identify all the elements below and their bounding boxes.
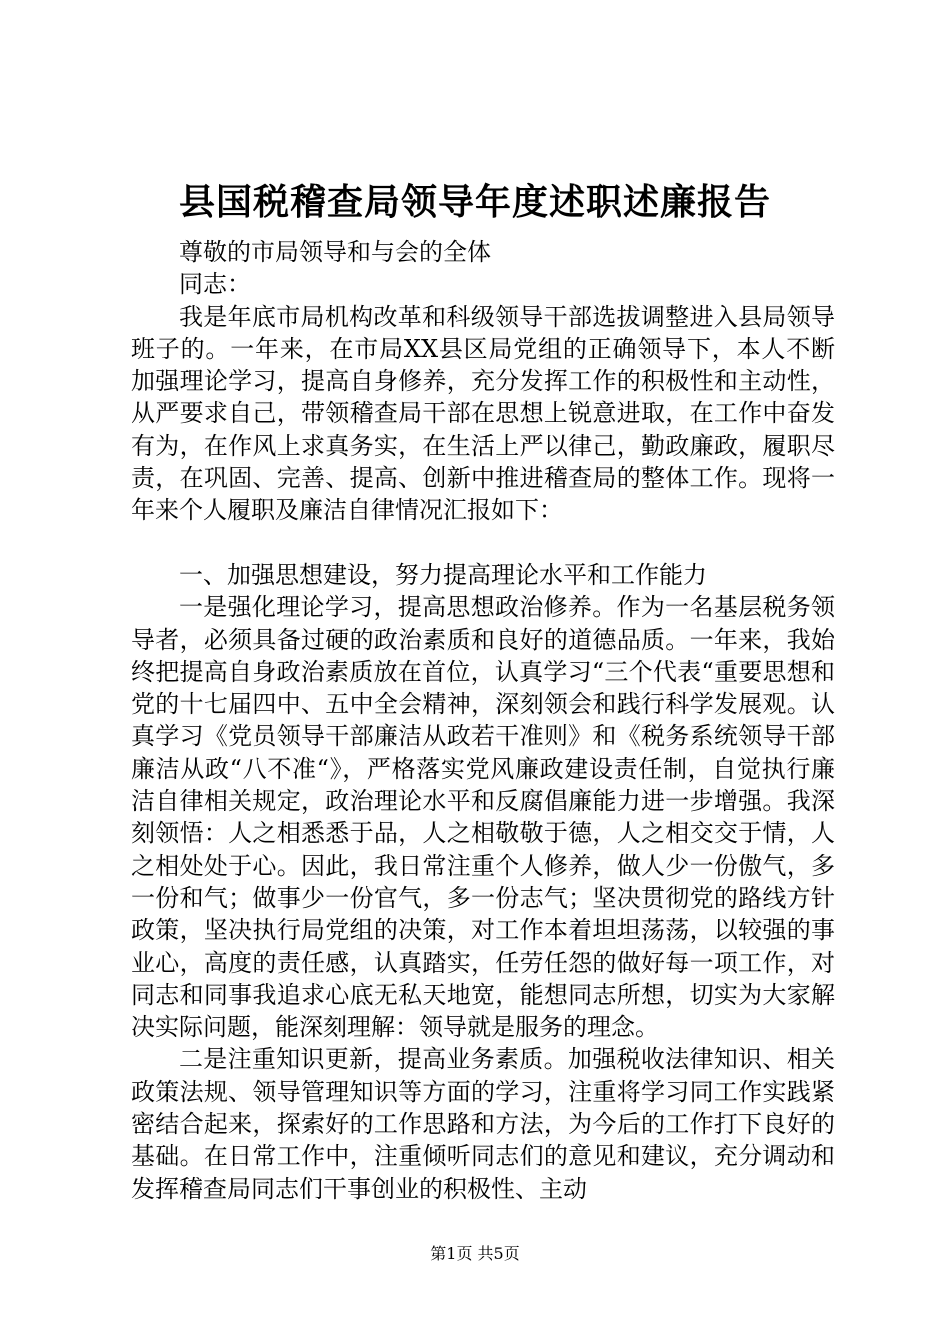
salutation-line-2: 同志：	[179, 270, 251, 299]
section-heading: 一、加强思想建设，努力提高理论水平和工作能力	[179, 560, 707, 589]
document-title: 县国税稽查局领导年度述职述廉报告	[178, 181, 771, 223]
body-paragraph: 二是注重知识更新，提高业务素质。加强税收法律知识、相关政策法规、领导管理知识等方面的学习，注重将学习同工作实践紧密结合起来，探索好的工作思路和方法，为今后的工作打下良好的基础。在日常工作中，注重倾听同志们的意见和建议，充分调动和发挥稽查局同志们干事创业的积极性、主动	[131, 1045, 835, 1203]
intro-paragraph: 我是年底市局机构改革和科级领导干部选拔调整进入县局领导班子的。一年来，在市局XX县区局党组的正确领导下，本人不断加强理论学习，提高自身修养，充分发挥工作的积极性和主动性，从严要求自己，带领稽查局干部在思想上锐意进取，在工作中奋发有为，在作风上求真务实，在生活上严以律己，勤政廉政，履职尽责，在巩固、完善、提高、创新中推进稽查局的整体工作。现将一年来个人履职及廉洁自律情况汇报如下：	[131, 302, 835, 525]
body-paragraph: 一是强化理论学习，提高思想政治修养。作为一名基层税务领导者，必须具备过硬的政治素质和良好的道德品质。一年来，我始终把提高自身政治素质放在首位，认真学习“三个代表“重要思想和党的十七届四中、五中全会精神，深刻领会和践行科学发展观。认真学习《党员领导干部廉洁从政若干准则》和《税务系统领导干部廉洁从政“八不准“》，严格落实党风廉政建设责任制，自觉执行廉洁自律相关规定，政治理论水平和反腐倡廉能力进一步增强。我深刻领悟：人之相悉悉于品，人之相敬敬于德，人之相交交于情，人之相处处于心。因此，我日常注重个人修养，做人少一份傲气，多一份和气；做事少一份官气，多一份志气；坚决贯彻党的路线方针政策，坚决执行局党组的决策，对工作本着坦坦荡荡，以较强的事业心，高度的责任感，认真踏实，任劳任怨的做好每一项工作，对同志和同事我追求心底无私天地宽，能想同志所想，切实为大家解决实际问题，能深刻理解：领导就是服务的理念。	[131, 593, 835, 1042]
paragraph-spacer	[131, 527, 835, 559]
page-number-footer: 第1页 共5页	[430, 1244, 520, 1263]
document-body	[131, 236, 835, 1205]
salutation-line-1: 尊敬的市局领导和与会的全体	[179, 238, 491, 266]
